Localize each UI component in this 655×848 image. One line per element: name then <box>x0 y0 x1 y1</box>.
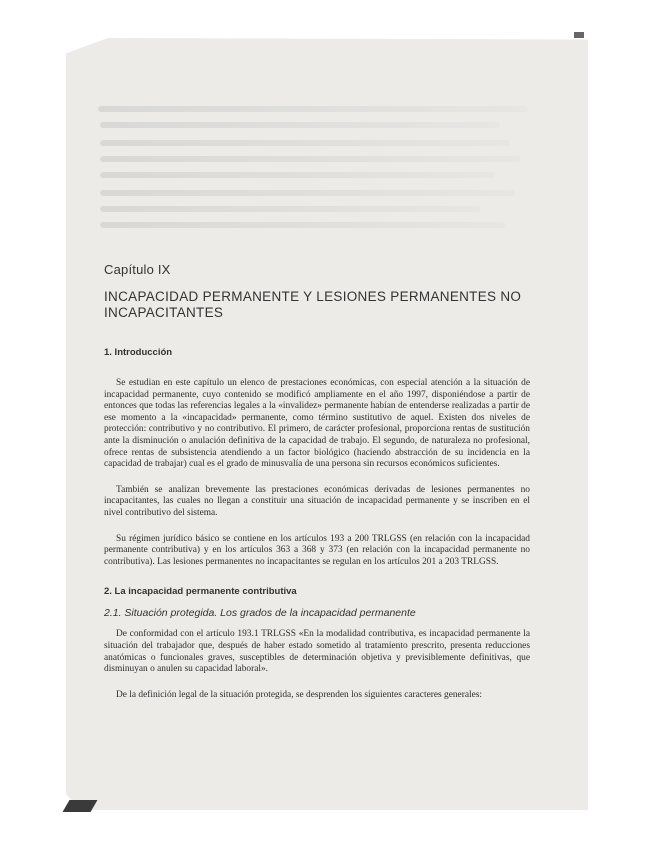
paragraph: De la definición legal de la situación protegida, se desprenden los siguientes caracteres generales: <box>116 689 483 700</box>
show-through-line <box>100 190 515 196</box>
section-heading-introduction: 1. Introducción <box>104 347 173 358</box>
chapter-label: Capítulo IX <box>104 262 171 277</box>
show-through-line <box>100 172 495 178</box>
section-heading-contributiva: 2. La incapacidad permanente contributiva <box>104 586 297 598</box>
paragraph: Su régimen jurídico básico se contiene en los artículos 193 a 200 TRLGSS (en relación con la incapacidad permanente contributiva) y en los artículos 363 a 368 y 373 (en relación con la incapacidad permanente no contributiva). Las lesiones permanentes no incapacitantes se regulan en los artículos 201 a 203 TRLGSS. <box>104 533 530 567</box>
show-through-line <box>100 140 510 146</box>
subsection-heading: 2.1. Situación protegida. Los grados de la incapacidad permanente <box>104 607 416 620</box>
show-through-line <box>100 156 520 162</box>
paragraph: De conformidad con el artículo 193.1 TRLGSS «En la modalidad contributiva, es incapacidad permanente la situación del trabajador que, después de haber estado sometido al tratamiento prescrito, presenta reducciones anatómicas o funcionales graves, susceptibles de determinación objetiva y previsiblemente definitivas, que disminuyan o anulen su capacidad laboral». <box>104 629 530 675</box>
page-content <box>104 262 530 701</box>
page-corner-shadow <box>63 800 98 812</box>
show-through-line <box>100 122 500 128</box>
chapter-title: INCAPACIDAD PERMANENTE Y LESIONES PERMANENTES NO INCAPACITANTES <box>104 289 522 320</box>
show-through-line <box>98 106 528 112</box>
paragraph: Se estudian en este capítulo un elenco de prestaciones económicas, con especial atención a la situación de incapacidad permanente, cuyo contenido se modificó ampliamente en el año 1997, disponiéndose a partir de entonces que todas las referencias legales a la «invalidez» permanente habían de entenderse realizadas a partir de ese momento a la «incapacidad» permanente, como término sustitutivo de aquel. Existen dos niveles de protección: contributivo y no contributivo. El primero, de carácter profesional, proporciona rentas de sustitución ante la disminución o anulación definitiva de la capacidad de trabajo. El segundo, de naturaleza no profesional, ofrece rentas de subsistencia atendiendo a un factor biológico (haciendo abstracción de su incidencia en la capacidad de trabajar) cual es el grado de minusvalía de una persona sin recursos económicos suficientes. <box>104 378 530 470</box>
page-corner-mark <box>574 32 584 38</box>
show-through-line <box>100 222 505 228</box>
paragraph: También se analizan brevemente las prestaciones económicas derivadas de lesiones permanentes no incapacitantes, las cuales no llegan a constituir una situación de incapacidad permanente y se inscriben en el nivel contributivo del sistema. <box>104 484 530 518</box>
show-through-line <box>100 206 480 212</box>
